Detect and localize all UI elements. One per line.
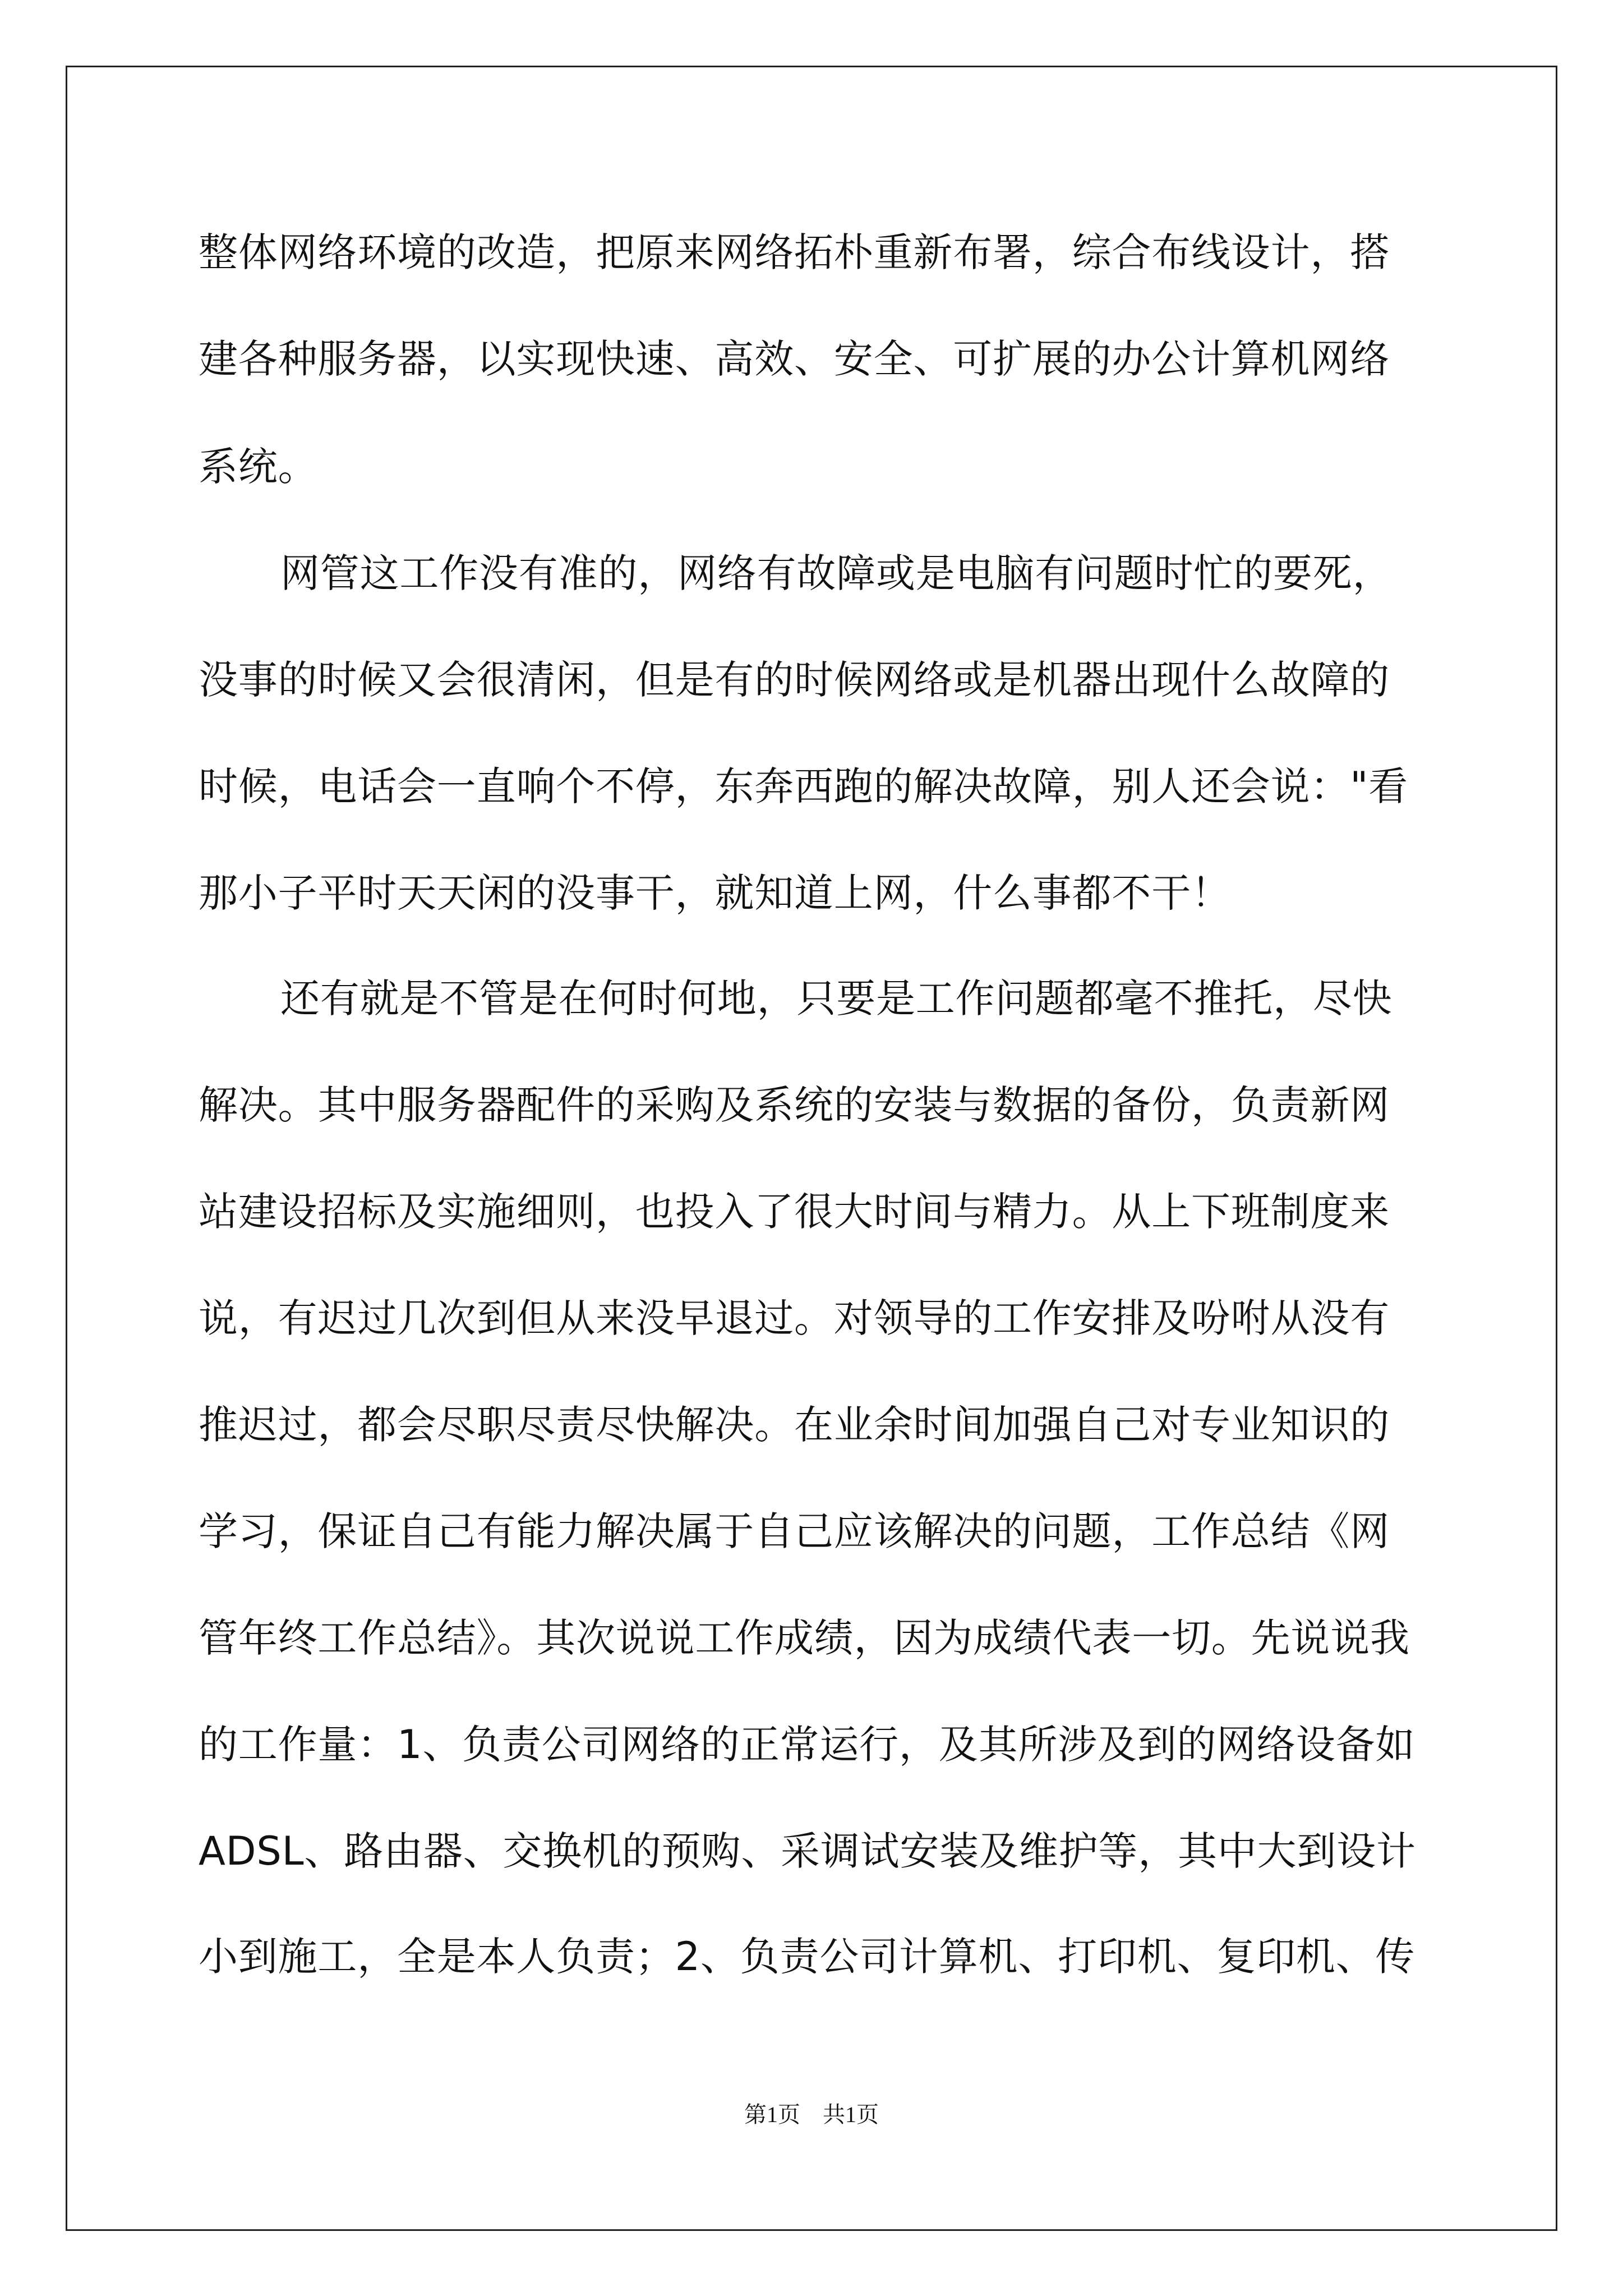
body-line: 站建设招标及实施细则，也投入了很大时间与精力。从上下班制度来 [199,1189,1390,1235]
body-line: 管年终工作总结》。其次说说工作成绩，因为成绩代表一切。先说说我 [199,1615,1410,1661]
body-line: 整体网络环境的改造，把原来网络拓朴重新布署，综合布线设计，搭 [199,229,1390,275]
body-line: 的工作量：1、负责公司网络的正常运行，及其所涉及到的网络设备如 [199,1722,1415,1768]
page-number-footer: 第1页 共1页 [744,2102,879,2127]
body-line: 没事的时候又会很清闲，但是有的时候网络或是机器出现什么故障的 [199,657,1390,703]
body-line: 学习，保证自己有能力解决属于自己应该解决的问题，工作总结《网 [199,1508,1390,1554]
body-line: 建各种服务器，以实现快速、高效、安全、可扩展的办公计算机网络 [199,336,1390,382]
body-line: 网管这工作没有准的，网络有故障或是电脑有问题时忙的要死， [280,550,1393,596]
page-border [66,66,1557,2231]
body-line: 时候，电话会一直响个不停，东奔西跑的解决故障，别人还会说："看 [199,763,1408,809]
body-line: 解决。其中服务器配件的采购及系统的安装与数据的备份，负责新网 [199,1082,1390,1128]
body-line: 还有就是不管是在何时何地，只要是工作问题都毫不推托，尽快 [280,976,1393,1022]
body-line: 那小子平时天天闲的没事干，就知道上网，什么事都不干！ [199,870,1231,916]
body-line: 说，有迟过几次到但从来没早退过。对领导的工作安排及吩咐从没有 [199,1295,1390,1341]
body-line: 小到施工，全是本人负责；2、负责公司计算机、打印机、复印机、传 [199,1934,1415,1980]
body-line: ADSL、路由器、交换机的预购、采调试安装及维护等，其中大到设计 [199,1828,1416,1874]
body-line: 推迟过，都会尽职尽责尽快解决。在业余时间加强自己对专业知识的 [199,1402,1390,1448]
body-line: 系统。 [199,444,318,490]
